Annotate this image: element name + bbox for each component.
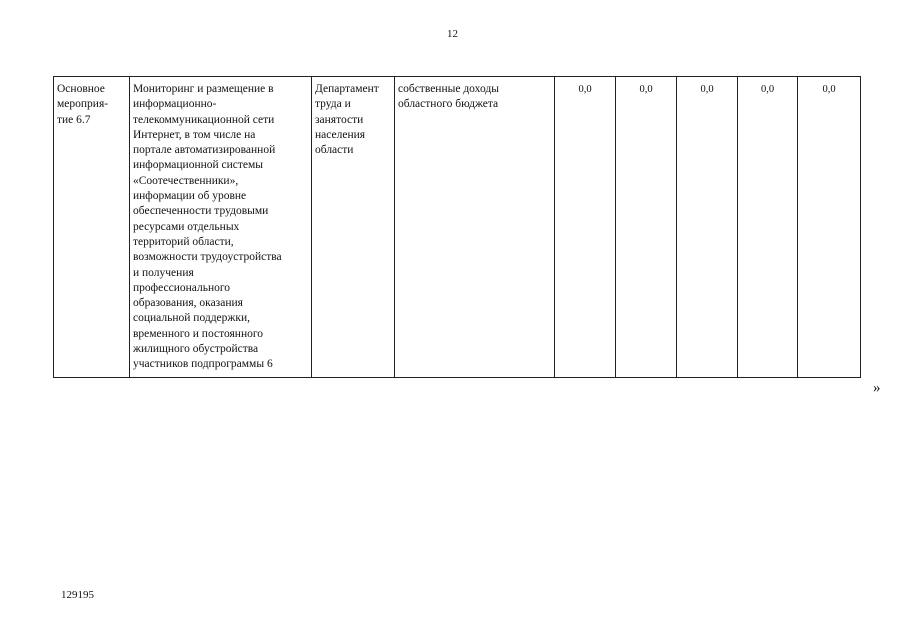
executor-line: занятости (315, 113, 364, 126)
value-cell: 0,0 (738, 77, 798, 378)
funding-source-cell (395, 77, 555, 378)
description-line: возможности трудоустройства (133, 251, 282, 264)
executor-cell (312, 77, 395, 378)
description-line: участников подпрограммы 6 (133, 358, 273, 371)
funding-source-line: собственные доходы (398, 83, 499, 95)
description-line: Мониторинг и размещение в (133, 83, 274, 95)
executor-line: населения (315, 128, 366, 141)
executor-line: Департамент (315, 83, 379, 95)
activity-line: мероприя- (57, 98, 109, 111)
value-cell: 0,0 (677, 77, 738, 378)
description-line: жилищного обустройства (133, 343, 259, 356)
description-line: и получения (133, 266, 194, 279)
description-line: информационной системы (133, 159, 264, 172)
activity-line: Основное (57, 83, 105, 95)
description-line: Интернет, в том числе на (133, 128, 256, 141)
description-line: профессионального (133, 281, 231, 294)
activity-cell (54, 77, 130, 378)
executor-line: труда и (315, 98, 351, 111)
description-cell (130, 77, 312, 378)
description-line: обеспеченности трудовыми (133, 205, 269, 218)
closing-quote: » (873, 380, 881, 396)
description-line: социальной поддержки, (133, 312, 250, 325)
value-cell: 0,0 (798, 77, 861, 378)
value-cell: 0,0 (616, 77, 677, 378)
value-cell: 0,0 (555, 77, 616, 378)
activity-line: тие 6.7 (57, 113, 91, 126)
description-line: телекоммуникационной сети (133, 113, 275, 126)
table-row (54, 77, 861, 378)
page-number: 12 (447, 28, 458, 40)
funding-source-line: областного бюджета (398, 98, 499, 111)
description-line: информации об уровне (133, 190, 247, 203)
description-line: территорий области, (133, 235, 234, 248)
program-table (53, 76, 861, 378)
description-line: портале автоматизированной (133, 144, 276, 157)
executor-line: области (315, 144, 354, 157)
description-line: временного и постоянного (133, 327, 264, 340)
description-line: ресурсами отдельных (133, 220, 240, 233)
description-line: «Соотечественники», (133, 174, 239, 187)
description-line: информационно- (133, 98, 217, 111)
description-line: образования, оказания (133, 297, 243, 310)
document-code: 129195 (61, 589, 94, 601)
